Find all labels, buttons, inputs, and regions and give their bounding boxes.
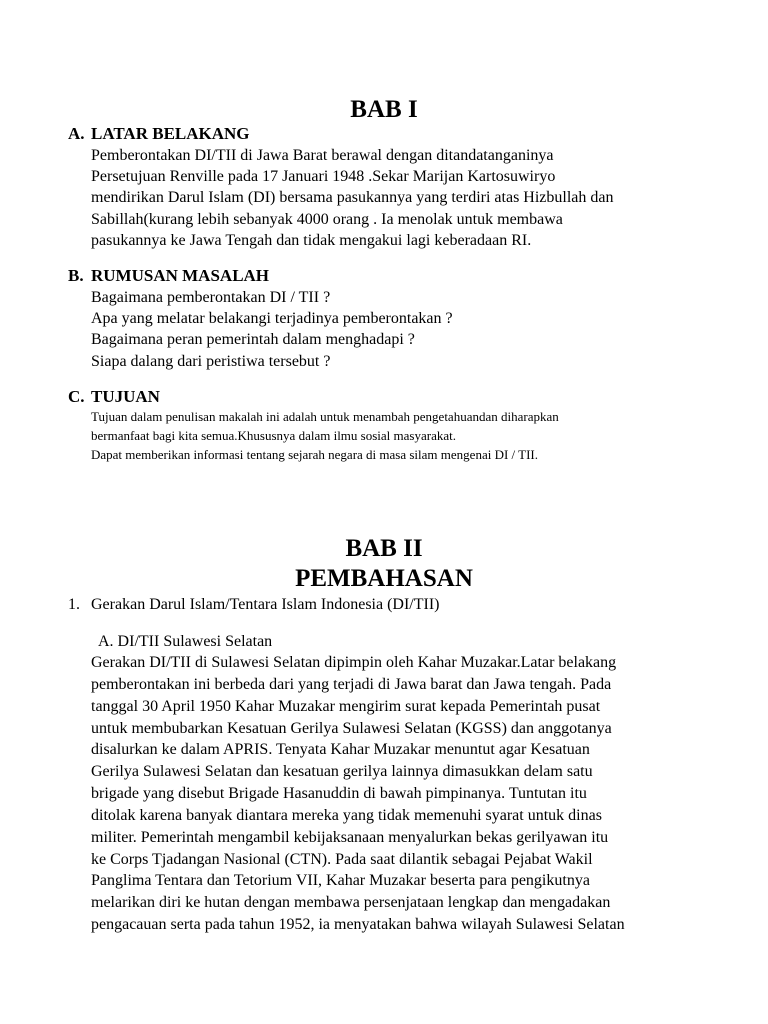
- section-a-title: LATAR BELAKANG: [91, 124, 250, 143]
- bab2-subtitle: PEMBAHASAN: [295, 565, 473, 592]
- section-c-heading: [68, 387, 160, 407]
- section-c-letter: C.: [68, 387, 85, 406]
- item-number: 1.: [68, 596, 80, 613]
- section-c-line: bermanfaat bagi kita semua.Khususnya dalam ilmu sosial masyarakat.: [91, 428, 456, 443]
- section-c-body: [91, 407, 559, 464]
- section-b-body: [91, 287, 453, 372]
- subsection-line: pengacauan serta pada tahun 1952, ia menyatakan bahwa wilayah Sulawesi Selatan: [91, 916, 625, 934]
- subsection-line: ditolak karena banyak diantara mereka yang tidak memenuhi syarat untuk dinas: [91, 806, 602, 824]
- section-c-line: Dapat memberikan informasi tentang sejarah negara di masa silam mengenai DI / TII.: [91, 447, 539, 462]
- subsection-line: Gerakan DI/TII di Sulawesi Selatan dipimpin oleh Kahar Muzakar.Latar belakang: [91, 654, 617, 671]
- subsection-title: A. DI/TII Sulawesi Selatan: [98, 633, 273, 650]
- section-b-letter: B.: [68, 266, 84, 285]
- section-a-line: Pemberontakan DI/TII di Jawa Barat berawal dengan ditandatanganinya: [91, 147, 554, 164]
- section-b-line: Siapa dalang dari peristiwa tersebut ?: [91, 352, 331, 370]
- subsection-line: militer. Pemerintah mengambil kebijaksanaan menyalurkan bekas gerilyawan itu: [91, 828, 609, 846]
- section-a-line: pasukannya ke Jawa Tengah dan tidak mengakui lagi keberadaan RI.: [91, 231, 532, 249]
- subsection-line: pemberontakan ini berbeda dari yang terjadi di Jawa barat dan Jawa tengah. Pada: [91, 675, 612, 693]
- section-b-line: Bagaimana peran pemerintah dalam menghadapi ?: [91, 331, 415, 349]
- subsection-line: untuk membubarkan Kesatuan Gerilya Sulawesi Selatan (KGSS) dan anggotanya: [91, 719, 612, 737]
- section-a-heading: [68, 124, 250, 144]
- section-b-heading: [68, 266, 269, 286]
- section-c-line: Tujuan dalam penulisan makalah ini adalah untuk menambah pengetahuandan diharapkan: [91, 409, 559, 424]
- section-a-line: Persetujuan Renville pada 17 Januari 1948 .Sekar Marijan Kartosuwiryo: [91, 168, 556, 186]
- subsection-line: ke Corps Tjadangan Nasional (CTN). Pada saat dilantik sebagai Pejabat Wakil: [91, 850, 593, 868]
- subsection-line: brigade yang disebut Brigade Hasanuddin di bawah pimpinanya. Tuntutan itu: [91, 785, 587, 803]
- subsection-line: melarikan diri ke hutan dengan membawa persenjataan lengkap dan mengadakan: [91, 894, 611, 912]
- subsection-line: Panglima Tentara dan Tetorium VII, Kahar Muzakar beserta para pengikutnya: [91, 872, 590, 890]
- section-b-title: RUMUSAN MASALAH: [91, 266, 270, 285]
- section-a-letter: A.: [68, 124, 85, 143]
- subsection-body: [91, 652, 625, 936]
- section-b-line: Bagaimana pemberontakan DI / TII ?: [91, 289, 331, 306]
- subsection-line: Gerilya Sulawesi Selatan dan kesatuan gerilya lainnya dimasukkan delam satu: [91, 763, 593, 781]
- section-a-line: Sabillah(kurang lebih sebanyak 4000 orang . Ia menolak untuk membawa: [91, 210, 563, 228]
- section-a-line: mendirikan Darul Islam (DI) bersama pasukannya yang terdiri atas Hizbullah dan: [91, 189, 614, 207]
- section-c-title: TUJUAN: [91, 387, 160, 406]
- bab1-title: BAB I: [350, 96, 418, 123]
- section-a-body: [91, 145, 613, 251]
- bab2-title: BAB II: [345, 535, 423, 562]
- numbered-item: [68, 594, 440, 615]
- item-text: Gerakan Darul Islam/Tentara Islam Indonesia (DI/TII): [91, 596, 440, 613]
- subsection-line: tanggal 30 April 1950 Kahar Muzakar mengirim surat kepada Pemerintah pusat: [91, 697, 601, 715]
- section-b-line: Apa yang melatar belakangi terjadinya pemberontakan ?: [91, 310, 453, 328]
- subsection-line: disalurkan ke dalam APRIS. Tenyata Kahar Muzakar menuntut agar Kesatuan: [91, 741, 590, 759]
